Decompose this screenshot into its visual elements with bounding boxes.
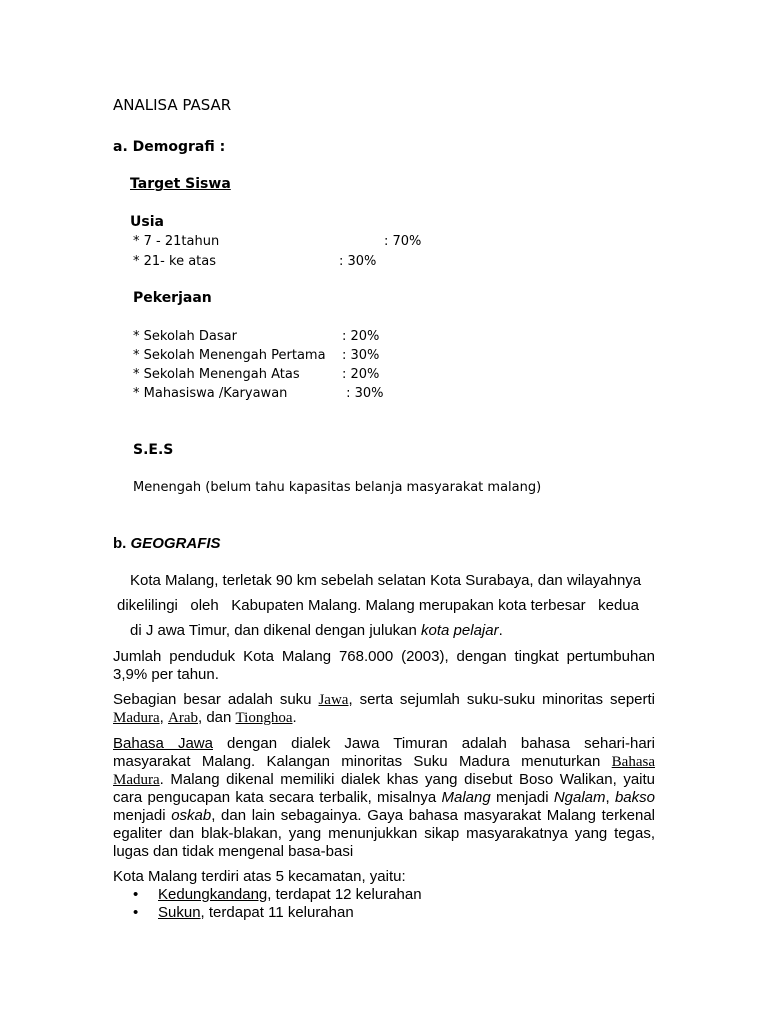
suku-text: .	[292, 709, 297, 726]
list-item	[133, 886, 138, 903]
pekerjaan-row-label: * Mahasiswa /Karyawan	[133, 386, 288, 401]
pekerjaan-row-value: : 20%	[342, 367, 380, 382]
intro-line	[130, 622, 503, 639]
sukun-link[interactable]: Sukun	[158, 904, 201, 921]
list-item-rest: , terdapat 11 kelurahan	[200, 904, 354, 921]
intro-line: dikelilingi oleh Kabupaten Malang. Malang merupakan kota terbesar kedua	[117, 597, 639, 614]
intro-text: di J awa Timur, dan dikenal dengan julukan	[130, 622, 422, 639]
bahasa-text: . Malang dikenal memiliki dialek khas yang disebut Boso Walikan, yaitu cara pengucapan kata secara terbalik, misalnya	[113, 771, 655, 806]
bahasa-text: dengan dialek Jawa Timuran adalah bahasa sehari-hari masyarakat Malang. Kalangan minoritas Suku Madura menuturkan	[113, 735, 655, 770]
demografi-heading: a. Demografi :	[113, 139, 226, 155]
ngalam-word: Ngalam	[553, 789, 606, 806]
pekerjaan-row-value: : 30%	[342, 348, 380, 363]
pekerjaan-row-label: * Sekolah Dasar	[133, 329, 237, 344]
geografis-heading	[113, 535, 221, 552]
target-siswa-heading: Target Siswa	[130, 176, 231, 192]
geografis-title: GEOGRAFIS	[130, 535, 221, 552]
jawa-link[interactable]: Jawa	[318, 692, 349, 708]
bullet-icon: •	[133, 904, 139, 921]
list-item-text	[158, 886, 422, 903]
pekerjaan-row-value: : 30%	[342, 386, 384, 401]
bahasa-madura-link[interactable]: Bahasa Madura	[113, 754, 655, 788]
ses-heading: S.E.S	[133, 442, 174, 458]
geografis-prefix: b.	[113, 535, 127, 552]
suku-text: , serta sejumlah suku-suku minoritas seperti	[348, 691, 655, 708]
pekerjaan-row-value: : 20%	[342, 329, 380, 344]
page-title: ANALISA PASAR	[113, 96, 232, 114]
usia-row-label: * 7 - 21tahun	[133, 234, 220, 249]
suku-text: ,	[159, 709, 168, 726]
usia-row-label: * 21- ke atas	[133, 254, 216, 269]
kota-pelajar-text: kota pelajar	[421, 622, 499, 639]
bahasa-text: ,	[605, 789, 615, 806]
list-item-text	[158, 904, 354, 921]
intro-line: Kota Malang, terletak 90 km sebelah selatan Kota Surabaya, dan wilayahnya	[130, 572, 642, 589]
pekerjaan-heading: Pekerjaan	[133, 290, 212, 306]
suku-text: Sebagian besar adalah suku	[113, 691, 319, 708]
pekerjaan-row-label: * Sekolah Menengah Atas	[133, 367, 300, 382]
usia-row-value: : 30%	[339, 254, 377, 269]
bakso-word: bakso	[614, 789, 655, 806]
kedungkandang-link[interactable]: Kedungkandang	[158, 886, 268, 903]
pekerjaan-row-label: * Sekolah Menengah Pertama	[133, 348, 326, 363]
arab-link[interactable]: Arab	[168, 710, 198, 726]
tionghoa-link[interactable]: Tionghoa	[235, 710, 293, 726]
kecamatan-intro: Kota Malang terdiri atas 5 kecamatan, yaitu:	[113, 868, 406, 885]
penduduk-paragraph: Jumlah penduduk Kota Malang 768.000 (2003), dengan tingkat pertumbuhan 3,9% per tahun.	[113, 648, 655, 683]
suku-text: , dan	[198, 709, 236, 726]
ses-text: Menengah (belum tahu kapasitas belanja masyarakat malang)	[133, 480, 542, 495]
usia-row-value: : 70%	[384, 234, 422, 249]
bahasa-jawa-link[interactable]: Bahasa Jawa	[113, 735, 213, 752]
list-item-rest: , terdapat 12 kelurahan	[267, 886, 422, 903]
usia-heading: Usia	[130, 214, 164, 230]
oskab-word: oskab	[171, 807, 212, 824]
bahasa-text: menjadi	[490, 789, 554, 806]
bahasa-text: , dan lain sebagainya. Gaya bahasa masyarakat Malang terkenal egaliter dan blak-blakan, yang menunjukkan sikap masyarakatnya yang tegas, lugas dan tidak mengenal basa-basi	[113, 807, 655, 860]
bahasa-text: menjadi	[113, 807, 172, 824]
intro-period: .	[498, 622, 503, 639]
suku-paragraph	[113, 691, 655, 727]
madura-link[interactable]: Madura	[113, 710, 160, 726]
bullet-icon: •	[133, 886, 139, 903]
malang-word: Malang	[441, 789, 491, 806]
list-item	[133, 904, 138, 921]
bahasa-paragraph	[113, 735, 655, 861]
